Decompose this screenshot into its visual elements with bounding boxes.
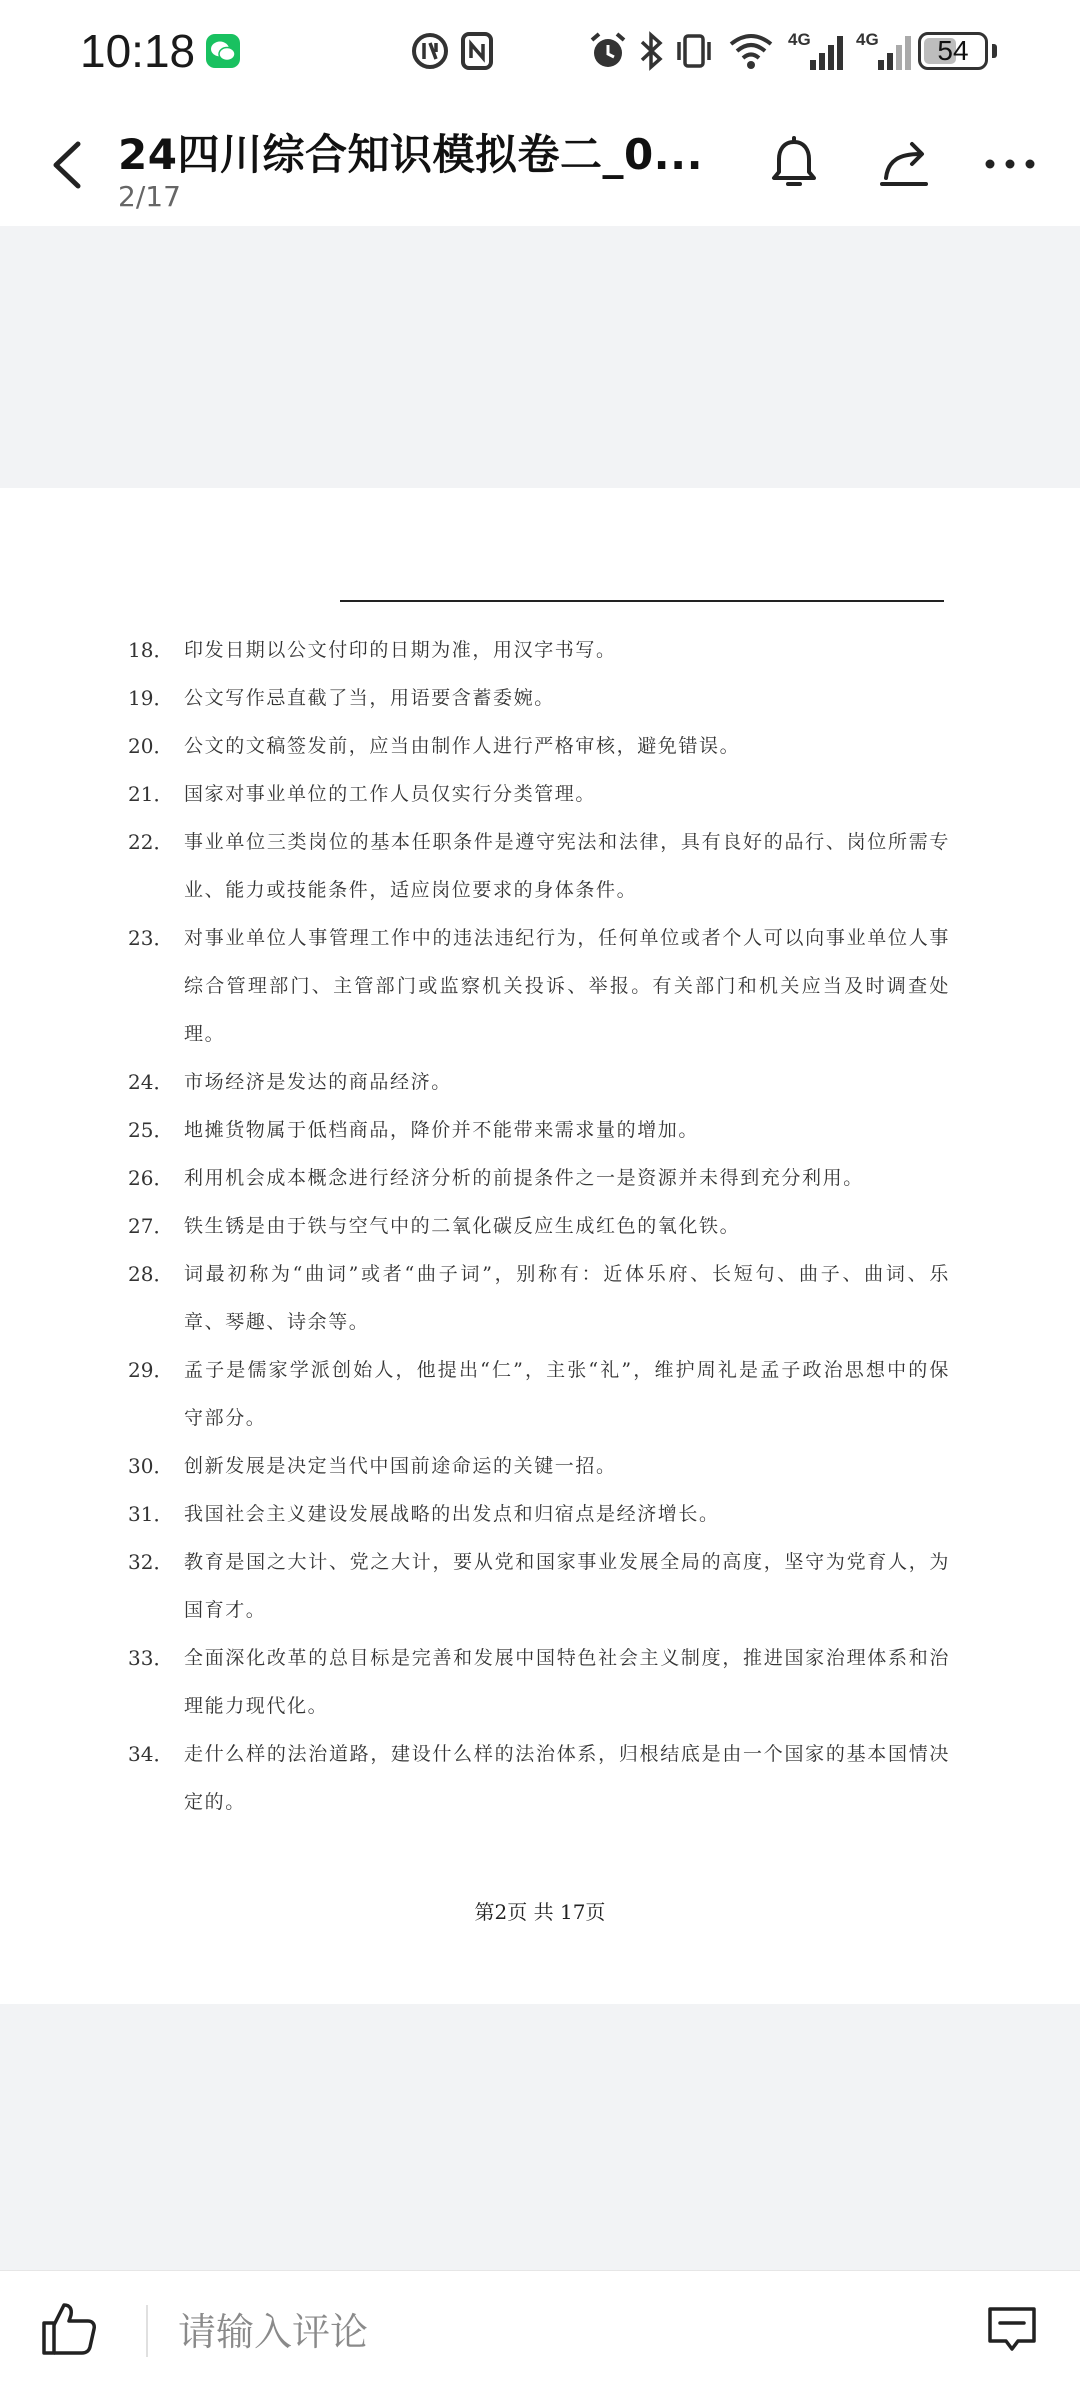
status-bar bbox=[0, 0, 1080, 110]
divider bbox=[146, 2305, 148, 2357]
back-icon[interactable] bbox=[40, 130, 96, 200]
bell-icon[interactable] bbox=[764, 134, 824, 194]
wifi-icon bbox=[728, 30, 774, 72]
battery-icon bbox=[918, 32, 988, 70]
question-number: 26． bbox=[128, 1166, 174, 1190]
question-number: 18． bbox=[128, 638, 174, 662]
question-number: 29． bbox=[128, 1358, 174, 1382]
question-text: 教育是国之大计、党之大计，要从党和国家事业发展全局的高度，坚守为党育人，为国育才。 bbox=[184, 1551, 950, 1621]
bluetooth-icon bbox=[636, 30, 666, 72]
question-text: 我国社会主义建设发展战略的出发点和归宿点是经济增长。 bbox=[184, 1503, 720, 1525]
question-number: 27． bbox=[128, 1214, 174, 1238]
question-text: 走什么样的法治道路，建设什么样的法治体系，归根结底是由一个国家的基本国情决定的。 bbox=[184, 1743, 950, 1813]
question-number: 30． bbox=[128, 1454, 174, 1478]
question-text: 铁生锈是由于铁与空气中的二氧化碳反应生成红色的氧化铁。 bbox=[184, 1215, 741, 1237]
document-title: 24四川综合知识模拟卷二_0... bbox=[118, 130, 704, 179]
wechat-notification-icon bbox=[206, 34, 240, 68]
question-number: 31． bbox=[128, 1502, 174, 1526]
signal-4g-icon bbox=[788, 30, 850, 72]
network-type-label: 4G bbox=[788, 30, 811, 49]
question-number: 23． bbox=[128, 926, 174, 950]
question-number: 34． bbox=[128, 1742, 174, 1766]
comment-input[interactable]: 请输入评论 bbox=[178, 2310, 369, 2354]
page-gap bbox=[0, 226, 1080, 488]
question-text: 全面深化改革的总目标是完善和发展中国特色社会主义制度，推进国家治理体系和治理能力现代化。 bbox=[184, 1647, 950, 1717]
question-text: 公文写作忌直截了当，用语要含蓄委婉。 bbox=[184, 687, 555, 709]
question-text: 地摊货物属于低档商品，降价并不能带来需求量的增加。 bbox=[184, 1119, 700, 1141]
question-text: 国家对事业单位的工作人员仅实行分类管理。 bbox=[184, 783, 597, 805]
data-saver-icon bbox=[410, 30, 450, 72]
comment-bar bbox=[0, 2270, 1080, 2390]
question-text: 印发日期以公文付印的日期为准，用汉字书写。 bbox=[184, 639, 617, 661]
thumbs-up-icon[interactable] bbox=[38, 2297, 100, 2359]
question-number: 19． bbox=[128, 686, 174, 710]
question-number: 25． bbox=[128, 1118, 174, 1142]
share-icon[interactable] bbox=[874, 134, 934, 194]
status-time: 10:18 bbox=[80, 25, 196, 77]
page-footer: 第2页 共 17页 bbox=[474, 1900, 606, 1924]
header-rule bbox=[340, 600, 944, 602]
question-text: 市场经济是发达的商品经济。 bbox=[184, 1071, 452, 1093]
app-header bbox=[0, 110, 1080, 226]
nfc-icon bbox=[460, 30, 494, 72]
question-number: 24． bbox=[128, 1070, 174, 1094]
question-number: 33． bbox=[128, 1646, 174, 1670]
network-type-label-2: 4G bbox=[856, 30, 879, 49]
question-number: 32． bbox=[128, 1550, 174, 1574]
page-indicator: 2/17 bbox=[118, 180, 181, 213]
question-number: 20． bbox=[128, 734, 174, 758]
question-number: 21． bbox=[128, 782, 174, 806]
alarm-icon bbox=[588, 30, 628, 72]
question-text: 词最初称为“曲词”或者“曲子词”，别称有：近体乐府、长短句、曲子、曲词、乐章、琴趣、诗余等。 bbox=[184, 1263, 950, 1333]
comment-icon[interactable] bbox=[984, 2301, 1040, 2357]
question-text: 事业单位三类岗位的基本任职条件是遵守宪法和法律，具有良好的品行、岗位所需专业、能力或技能条件，适应岗位要求的身体条件。 bbox=[184, 831, 950, 901]
document-page[interactable] bbox=[0, 488, 1080, 2004]
question-text: 利用机会成本概念进行经济分析的前提条件之一是资源并未得到充分利用。 bbox=[184, 1167, 864, 1189]
vibrate-icon bbox=[674, 30, 714, 72]
question-text: 孟子是儒家学派创始人，他提出“仁”，主张“礼”，维护周礼是孟子政治思想中的保守部分。 bbox=[184, 1359, 950, 1429]
question-number: 22． bbox=[128, 830, 174, 854]
question-text: 对事业单位人事管理工作中的违法违纪行为，任何单位或者个人可以向事业单位人事综合管理部门、主管部门或监察机关投诉、举报。有关部门和机关应当及时调查处理。 bbox=[184, 927, 950, 1045]
more-icon[interactable] bbox=[980, 134, 1040, 194]
question-text: 公文的文稿签发前，应当由制作人进行严格审核，避免错误。 bbox=[184, 735, 741, 757]
signal-4g-icon-2 bbox=[856, 30, 918, 72]
question-text: 创新发展是决定当代中国前途命运的关键一招。 bbox=[184, 1455, 617, 1477]
question-number: 28． bbox=[128, 1262, 174, 1286]
battery-level: 54 bbox=[937, 35, 969, 66]
